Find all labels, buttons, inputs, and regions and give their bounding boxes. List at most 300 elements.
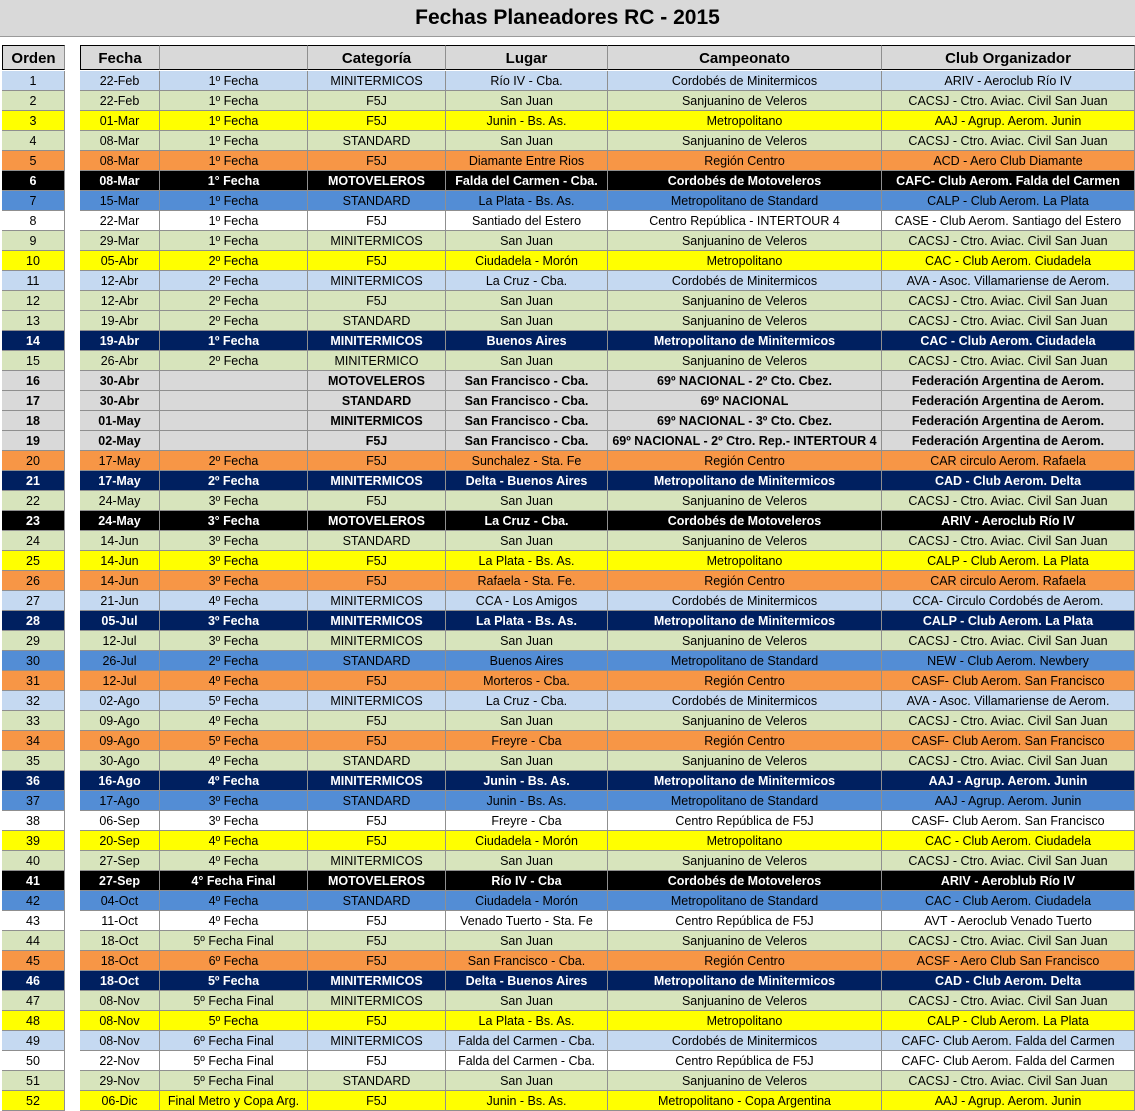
cell-fecha: 08-Mar xyxy=(80,151,160,171)
cell-orden: 28 xyxy=(2,611,65,631)
cell-club: ACSF - Aero Club San Francisco xyxy=(882,951,1135,971)
cell-fecha: 08-Mar xyxy=(80,131,160,151)
cell-lugar: Venado Tuerto - Sta. Fe xyxy=(446,911,608,931)
cell-categoria: F5J xyxy=(308,491,446,511)
cell-fecha: 08-Mar xyxy=(80,171,160,191)
cell-orden: 19 xyxy=(2,431,65,451)
table-row xyxy=(0,1011,1135,1031)
table-row xyxy=(0,671,1135,691)
cell-fecha-numero: 4º Fecha xyxy=(160,911,308,931)
cell-orden: 43 xyxy=(2,911,65,931)
cell-fecha: 06-Sep xyxy=(80,811,160,831)
cell-lugar: Ciudadela - Morón xyxy=(446,251,608,271)
cell-categoria: MINITERMICOS xyxy=(308,591,446,611)
table-row xyxy=(0,691,1135,711)
cell-club: CAD - Club Aerom. Delta xyxy=(882,971,1135,991)
cell-fecha-numero: 4º Fecha xyxy=(160,751,308,771)
table-row xyxy=(0,811,1135,831)
table-row xyxy=(0,451,1135,471)
cell-campeonato: Sanjuanino de Veleros xyxy=(608,751,882,771)
cell-lugar: San Francisco - Cba. xyxy=(446,391,608,411)
cell-lugar: Falda del Carmen - Cba. xyxy=(446,171,608,191)
cell-orden: 51 xyxy=(2,1071,65,1091)
cell-campeonato: Región Centro xyxy=(608,151,882,171)
cell-club: CALP - Club Aerom. La Plata xyxy=(882,551,1135,571)
cell-lugar: San Juan xyxy=(446,131,608,151)
cell-fecha: 19-Abr xyxy=(80,311,160,331)
cell-fecha-numero: 4° Fecha Final xyxy=(160,871,308,891)
cell-club: CACSJ - Ctro. Aviac. Civil San Juan xyxy=(882,1071,1135,1091)
table-row xyxy=(0,571,1135,591)
cell-club: CACSJ - Ctro. Aviac. Civil San Juan xyxy=(882,711,1135,731)
cell-orden: 25 xyxy=(2,551,65,571)
cell-categoria: MINITERMICOS xyxy=(308,471,446,491)
cell-campeonato: Sanjuanino de Veleros xyxy=(608,491,882,511)
cell-orden: 33 xyxy=(2,711,65,731)
cell-lugar: San Juan xyxy=(446,91,608,111)
cell-orden: 48 xyxy=(2,1011,65,1031)
cell-lugar: San Francisco - Cba. xyxy=(446,431,608,451)
table-row xyxy=(0,931,1135,951)
cell-fecha-numero xyxy=(160,371,308,391)
table-row xyxy=(0,71,1135,91)
cell-categoria: STANDARD xyxy=(308,1071,446,1091)
cell-fecha: 12-Jul xyxy=(80,631,160,651)
table-row xyxy=(0,991,1135,1011)
table-row xyxy=(0,411,1135,431)
cell-fecha-numero: 2º Fecha xyxy=(160,251,308,271)
table-row xyxy=(0,771,1135,791)
cell-club: CACSJ - Ctro. Aviac. Civil San Juan xyxy=(882,531,1135,551)
cell-lugar: Rafaela - Sta. Fe. xyxy=(446,571,608,591)
header-club: Club Organizador xyxy=(882,45,1135,70)
cell-categoria: MINITERMICOS xyxy=(308,851,446,871)
cell-club: ARIV - Aeroclub Río IV xyxy=(882,511,1135,531)
cell-lugar: Buenos Aires xyxy=(446,651,608,671)
cell-lugar: San Juan xyxy=(446,1071,608,1091)
cell-fecha-numero: 3° Fecha xyxy=(160,511,308,531)
cell-campeonato: Metropolitano de Minitermicos xyxy=(608,611,882,631)
cell-fecha-numero: 2º Fecha xyxy=(160,351,308,371)
cell-campeonato: Metropolitano de Standard xyxy=(608,651,882,671)
cell-fecha-numero: 1º Fecha xyxy=(160,91,308,111)
table-row xyxy=(0,231,1135,251)
cell-campeonato: Centro República de F5J xyxy=(608,811,882,831)
cell-fecha-numero: 3º Fecha xyxy=(160,531,308,551)
cell-club: Federación Argentina de Aerom. xyxy=(882,431,1135,451)
table-row xyxy=(0,191,1135,211)
cell-categoria: F5J xyxy=(308,731,446,751)
cell-fecha: 26-Jul xyxy=(80,651,160,671)
cell-categoria: F5J xyxy=(308,831,446,851)
cell-orden: 29 xyxy=(2,631,65,651)
table-row xyxy=(0,891,1135,911)
cell-lugar: San Francisco - Cba. xyxy=(446,411,608,431)
cell-club: AAJ - Agrup. Aerom. Junin xyxy=(882,791,1135,811)
cell-fecha: 09-Ago xyxy=(80,731,160,751)
cell-campeonato: Región Centro xyxy=(608,571,882,591)
cell-fecha: 01-Mar xyxy=(80,111,160,131)
cell-club: ARIV - Aeroclub Río IV xyxy=(882,71,1135,91)
cell-fecha-numero xyxy=(160,431,308,451)
cell-fecha: 20-Sep xyxy=(80,831,160,851)
cell-club: CCA- Circulo Cordobés de Aerom. xyxy=(882,591,1135,611)
table-row xyxy=(0,211,1135,231)
cell-categoria: F5J xyxy=(308,931,446,951)
cell-lugar: San Juan xyxy=(446,851,608,871)
cell-categoria: STANDARD xyxy=(308,791,446,811)
cell-campeonato: Sanjuanino de Veleros xyxy=(608,531,882,551)
cell-fecha: 22-Feb xyxy=(80,71,160,91)
header-fecha-numero xyxy=(160,45,308,70)
cell-campeonato: Sanjuanino de Veleros xyxy=(608,291,882,311)
cell-campeonato: Cordobés de Minitermicos xyxy=(608,691,882,711)
cell-orden: 3 xyxy=(2,111,65,131)
cell-categoria: MINITERMICOS xyxy=(308,331,446,351)
cell-campeonato: Sanjuanino de Veleros xyxy=(608,351,882,371)
cell-lugar: La Cruz - Cba. xyxy=(446,691,608,711)
table-row xyxy=(0,531,1135,551)
cell-fecha: 30-Abr xyxy=(80,371,160,391)
cell-fecha-numero: 2º Fecha xyxy=(160,311,308,331)
cell-categoria: F5J xyxy=(308,951,446,971)
cell-campeonato: 69º NACIONAL - 2º Ctro. Rep.- INTERTOUR 4 xyxy=(608,431,882,451)
cell-lugar: Morteros - Cba. xyxy=(446,671,608,691)
cell-lugar: Falda del Carmen - Cba. xyxy=(446,1031,608,1051)
table-row xyxy=(0,111,1135,131)
cell-fecha: 18-Oct xyxy=(80,971,160,991)
cell-fecha: 30-Ago xyxy=(80,751,160,771)
cell-orden: 12 xyxy=(2,291,65,311)
cell-orden: 49 xyxy=(2,1031,65,1051)
cell-club: CACSJ - Ctro. Aviac. Civil San Juan xyxy=(882,311,1135,331)
cell-fecha-numero: 4º Fecha xyxy=(160,771,308,791)
cell-club: AVA - Asoc. Villamariense de Aerom. xyxy=(882,691,1135,711)
cell-lugar: La Plata - Bs. As. xyxy=(446,551,608,571)
cell-campeonato: Sanjuanino de Veleros xyxy=(608,311,882,331)
cell-lugar: San Juan xyxy=(446,311,608,331)
cell-fecha-numero: 3º Fecha xyxy=(160,631,308,651)
cell-fecha-numero: 1° Fecha xyxy=(160,171,308,191)
cell-categoria: MINITERMICOS xyxy=(308,771,446,791)
cell-club: AVT - Aeroclub Venado Tuerto xyxy=(882,911,1135,931)
cell-fecha-numero: 6º Fecha xyxy=(160,951,308,971)
cell-lugar: Ciudadela - Morón xyxy=(446,891,608,911)
cell-orden: 18 xyxy=(2,411,65,431)
cell-club: CACSJ - Ctro. Aviac. Civil San Juan xyxy=(882,631,1135,651)
cell-orden: 27 xyxy=(2,591,65,611)
table-row xyxy=(0,371,1135,391)
cell-club: CACSJ - Ctro. Aviac. Civil San Juan xyxy=(882,751,1135,771)
cell-lugar: San Francisco - Cba. xyxy=(446,371,608,391)
table-row xyxy=(0,851,1135,871)
table-row xyxy=(0,791,1135,811)
cell-categoria: MINITERMICO xyxy=(308,351,446,371)
cell-orden: 41 xyxy=(2,871,65,891)
cell-categoria: STANDARD xyxy=(308,751,446,771)
cell-categoria: STANDARD xyxy=(308,391,446,411)
cell-fecha: 22-Nov xyxy=(80,1051,160,1071)
cell-fecha-numero: 4º Fecha xyxy=(160,671,308,691)
cell-orden: 15 xyxy=(2,351,65,371)
table-row xyxy=(0,311,1135,331)
cell-lugar: San Juan xyxy=(446,751,608,771)
cell-campeonato: Metropolitano de Standard xyxy=(608,891,882,911)
cell-categoria: MINITERMICOS xyxy=(308,631,446,651)
cell-fecha-numero: 4º Fecha xyxy=(160,591,308,611)
cell-fecha: 15-Mar xyxy=(80,191,160,211)
cell-fecha: 18-Oct xyxy=(80,951,160,971)
cell-categoria: MINITERMICOS xyxy=(308,991,446,1011)
cell-categoria: F5J xyxy=(308,551,446,571)
table-row xyxy=(0,1051,1135,1071)
cell-campeonato: Cordobés de Motoveleros xyxy=(608,871,882,891)
cell-lugar: La Cruz - Cba. xyxy=(446,511,608,531)
cell-club: CACSJ - Ctro. Aviac. Civil San Juan xyxy=(882,851,1135,871)
cell-lugar: Junin - Bs. As. xyxy=(446,791,608,811)
cell-lugar: San Juan xyxy=(446,351,608,371)
cell-orden: 13 xyxy=(2,311,65,331)
cell-fecha-numero: 3º Fecha xyxy=(160,571,308,591)
cell-club: CAC - Club Aerom. Ciudadela xyxy=(882,831,1135,851)
cell-orden: 36 xyxy=(2,771,65,791)
cell-lugar: Diamante Entre Rios xyxy=(446,151,608,171)
cell-fecha: 18-Oct xyxy=(80,931,160,951)
cell-club: CAFC- Club Aerom. Falda del Carmen xyxy=(882,1051,1135,1071)
cell-orden: 37 xyxy=(2,791,65,811)
cell-club: CAD - Club Aerom. Delta xyxy=(882,471,1135,491)
header-campeonato: Campeonato xyxy=(608,45,882,70)
cell-fecha: 30-Abr xyxy=(80,391,160,411)
cell-fecha: 29-Mar xyxy=(80,231,160,251)
cell-lugar: Junin - Bs. As. xyxy=(446,771,608,791)
table-row xyxy=(0,351,1135,371)
cell-orden: 32 xyxy=(2,691,65,711)
header-fecha: Fecha xyxy=(80,45,160,70)
cell-fecha-numero xyxy=(160,391,308,411)
cell-categoria: F5J xyxy=(308,291,446,311)
cell-fecha: 04-Oct xyxy=(80,891,160,911)
cell-orden: 14 xyxy=(2,331,65,351)
cell-club: CACSJ - Ctro. Aviac. Civil San Juan xyxy=(882,131,1135,151)
cell-categoria: MINITERMICOS xyxy=(308,691,446,711)
cell-categoria: F5J xyxy=(308,91,446,111)
cell-fecha-numero: 5º Fecha xyxy=(160,731,308,751)
cell-fecha-numero: 3º Fecha xyxy=(160,791,308,811)
cell-club: Federación Argentina de Aerom. xyxy=(882,371,1135,391)
cell-club: CAFC- Club Aerom. Falda del Carmen xyxy=(882,1031,1135,1051)
table-row xyxy=(0,711,1135,731)
cell-lugar: Buenos Aires xyxy=(446,331,608,351)
cell-campeonato: Cordobés de Motoveleros xyxy=(608,511,882,531)
cell-fecha: 16-Ago xyxy=(80,771,160,791)
cell-orden: 22 xyxy=(2,491,65,511)
cell-lugar: San Juan xyxy=(446,231,608,251)
table-row xyxy=(0,151,1135,171)
cell-fecha: 09-Ago xyxy=(80,711,160,731)
cell-categoria: STANDARD xyxy=(308,311,446,331)
table-row xyxy=(0,511,1135,531)
cell-campeonato: Metropolitano de Minitermicos xyxy=(608,471,882,491)
cell-orden: 24 xyxy=(2,531,65,551)
cell-fecha-numero: Final Metro y Copa Arg. xyxy=(160,1091,308,1111)
table-row xyxy=(0,251,1135,271)
table-row xyxy=(0,291,1135,311)
table-row xyxy=(0,911,1135,931)
cell-club: Federación Argentina de Aerom. xyxy=(882,391,1135,411)
cell-fecha-numero: 1º Fecha xyxy=(160,231,308,251)
cell-orden: 6 xyxy=(2,171,65,191)
cell-categoria: F5J xyxy=(308,451,446,471)
cell-fecha: 14-Jun xyxy=(80,571,160,591)
cell-club: AAJ - Agrup. Aerom. Junin xyxy=(882,771,1135,791)
cell-orden: 42 xyxy=(2,891,65,911)
cell-fecha: 17-May xyxy=(80,451,160,471)
cell-orden: 21 xyxy=(2,471,65,491)
cell-orden: 30 xyxy=(2,651,65,671)
table-row xyxy=(0,1071,1135,1091)
cell-orden: 10 xyxy=(2,251,65,271)
table-row xyxy=(0,331,1135,351)
cell-orden: 35 xyxy=(2,751,65,771)
cell-campeonato: Metropolitano de Minitermicos xyxy=(608,331,882,351)
cell-campeonato: Centro República - INTERTOUR 4 xyxy=(608,211,882,231)
cell-orden: 46 xyxy=(2,971,65,991)
cell-orden: 52 xyxy=(2,1091,65,1111)
page-title: Fechas Planeadores RC - 2015 xyxy=(0,0,1135,37)
cell-campeonato: Cordobés de Minitermicos xyxy=(608,591,882,611)
cell-fecha: 14-Jun xyxy=(80,531,160,551)
cell-lugar: La Cruz - Cba. xyxy=(446,271,608,291)
cell-campeonato: Metropolitano de Minitermicos xyxy=(608,771,882,791)
cell-fecha: 17-Ago xyxy=(80,791,160,811)
cell-fecha-numero: 5º Fecha Final xyxy=(160,1051,308,1071)
cell-club: CACSJ - Ctro. Aviac. Civil San Juan xyxy=(882,351,1135,371)
cell-categoria: F5J xyxy=(308,251,446,271)
table-row xyxy=(0,751,1135,771)
cell-fecha: 12-Abr xyxy=(80,291,160,311)
table-header-row xyxy=(0,45,1135,65)
cell-club: CAC - Club Aerom. Ciudadela xyxy=(882,891,1135,911)
cell-lugar: Falda del Carmen - Cba. xyxy=(446,1051,608,1071)
cell-categoria: F5J xyxy=(308,911,446,931)
cell-orden: 5 xyxy=(2,151,65,171)
cell-categoria: STANDARD xyxy=(308,891,446,911)
cell-fecha: 24-May xyxy=(80,511,160,531)
cell-fecha: 24-May xyxy=(80,491,160,511)
cell-orden: 7 xyxy=(2,191,65,211)
cell-campeonato: Sanjuanino de Veleros xyxy=(608,991,882,1011)
cell-campeonato: 69º NACIONAL xyxy=(608,391,882,411)
cell-lugar: San Juan xyxy=(446,491,608,511)
cell-fecha: 12-Jul xyxy=(80,671,160,691)
cell-club: CAC - Club Aerom. Ciudadela xyxy=(882,251,1135,271)
cell-orden: 45 xyxy=(2,951,65,971)
table-row xyxy=(0,831,1135,851)
cell-campeonato: Cordobés de Minitermicos xyxy=(608,71,882,91)
cell-fecha-numero: 5º Fecha Final xyxy=(160,1071,308,1091)
cell-lugar: Santiado del Estero xyxy=(446,211,608,231)
cell-fecha-numero: 6º Fecha Final xyxy=(160,1031,308,1051)
cell-fecha: 08-Nov xyxy=(80,1031,160,1051)
cell-campeonato: Metropolitano xyxy=(608,111,882,131)
table-row xyxy=(0,391,1135,411)
cell-fecha: 08-Nov xyxy=(80,1011,160,1031)
cell-club: CACSJ - Ctro. Aviac. Civil San Juan xyxy=(882,291,1135,311)
cell-lugar: Río IV - Cba xyxy=(446,871,608,891)
cell-fecha-numero: 5º Fecha Final xyxy=(160,991,308,1011)
cell-categoria: F5J xyxy=(308,571,446,591)
cell-orden: 20 xyxy=(2,451,65,471)
table-row xyxy=(0,951,1135,971)
cell-orden: 38 xyxy=(2,811,65,831)
cell-club: CASF- Club Aerom. San Francisco xyxy=(882,811,1135,831)
table-row xyxy=(0,651,1135,671)
cell-fecha-numero: 5º Fecha Final xyxy=(160,931,308,951)
cell-fecha-numero: 4º Fecha xyxy=(160,831,308,851)
cell-fecha-numero: 2º Fecha xyxy=(160,291,308,311)
cell-campeonato: Metropolitano - Copa Argentina xyxy=(608,1091,882,1111)
cell-club: CAC - Club Aerom. Ciudadela xyxy=(882,331,1135,351)
cell-orden: 4 xyxy=(2,131,65,151)
cell-categoria: MINITERMICOS xyxy=(308,611,446,631)
table-row xyxy=(0,91,1135,111)
cell-lugar: San Juan xyxy=(446,631,608,651)
cell-categoria: STANDARD xyxy=(308,191,446,211)
cell-campeonato: Sanjuanino de Veleros xyxy=(608,711,882,731)
cell-categoria: F5J xyxy=(308,211,446,231)
cell-club: CACSJ - Ctro. Aviac. Civil San Juan xyxy=(882,91,1135,111)
cell-fecha: 05-Abr xyxy=(80,251,160,271)
cell-campeonato: Metropolitano de Standard xyxy=(608,791,882,811)
cell-club: CACSJ - Ctro. Aviac. Civil San Juan xyxy=(882,931,1135,951)
cell-fecha: 19-Abr xyxy=(80,331,160,351)
cell-fecha: 27-Sep xyxy=(80,871,160,891)
cell-orden: 34 xyxy=(2,731,65,751)
cell-lugar: San Juan xyxy=(446,991,608,1011)
cell-fecha: 27-Sep xyxy=(80,851,160,871)
cell-fecha: 02-May xyxy=(80,431,160,451)
cell-orden: 1 xyxy=(2,71,65,91)
cell-categoria: STANDARD xyxy=(308,651,446,671)
cell-club: CACSJ - Ctro. Aviac. Civil San Juan xyxy=(882,991,1135,1011)
cell-campeonato: Centro República de F5J xyxy=(608,911,882,931)
cell-lugar: San Juan xyxy=(446,291,608,311)
cell-categoria: MOTOVELEROS xyxy=(308,171,446,191)
cell-fecha-numero: 4º Fecha xyxy=(160,891,308,911)
cell-categoria: MOTOVELEROS xyxy=(308,511,446,531)
cell-lugar: San Francisco - Cba. xyxy=(446,951,608,971)
cell-campeonato: Sanjuanino de Veleros xyxy=(608,231,882,251)
cell-fecha-numero: 2º Fecha xyxy=(160,471,308,491)
cell-campeonato: 69º NACIONAL - 2º Cto. Cbez. xyxy=(608,371,882,391)
cell-fecha: 11-Oct xyxy=(80,911,160,931)
cell-orden: 50 xyxy=(2,1051,65,1071)
cell-club: CASF- Club Aerom. San Francisco xyxy=(882,731,1135,751)
cell-fecha-numero xyxy=(160,411,308,431)
cell-fecha: 17-May xyxy=(80,471,160,491)
cell-fecha: 12-Abr xyxy=(80,271,160,291)
cell-lugar: Delta - Buenos Aires xyxy=(446,971,608,991)
cell-categoria: MINITERMICOS xyxy=(308,231,446,251)
column-gap xyxy=(65,45,78,1111)
cell-fecha: 08-Nov xyxy=(80,991,160,1011)
cell-categoria: F5J xyxy=(308,811,446,831)
cell-orden: 8 xyxy=(2,211,65,231)
cell-campeonato: Sanjuanino de Veleros xyxy=(608,91,882,111)
cell-fecha: 21-Jun xyxy=(80,591,160,611)
cell-categoria: MINITERMICOS xyxy=(308,271,446,291)
